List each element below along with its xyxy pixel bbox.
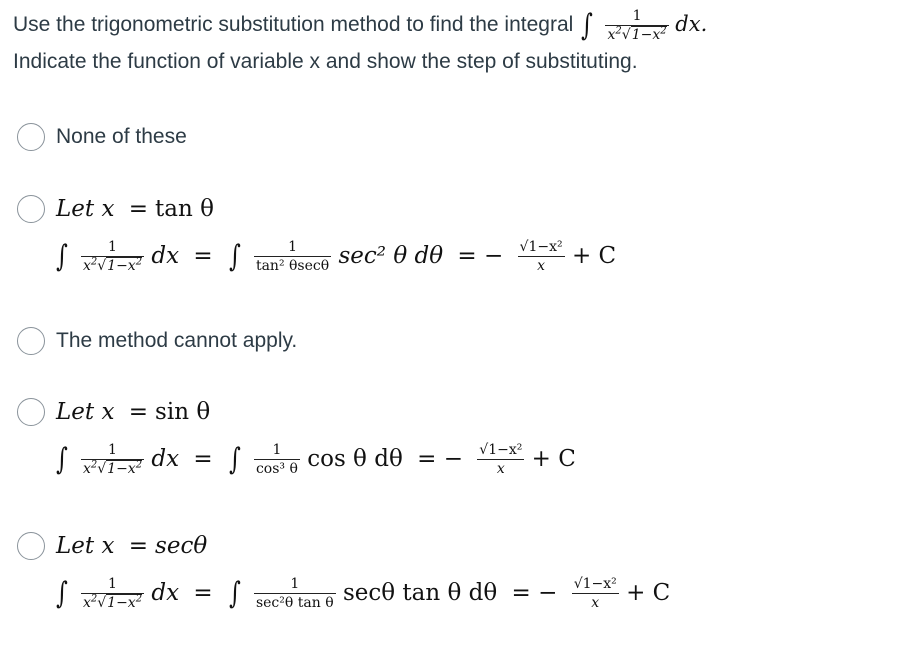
option-substitution: Let x = tan θ xyxy=(56,196,214,222)
radio-button[interactable] xyxy=(17,327,45,355)
integral-sign: ∫ xyxy=(55,442,68,477)
option-none[interactable] xyxy=(17,123,517,153)
radio-button[interactable] xyxy=(17,398,45,426)
question-line-2: Indicate the function of variable x and show the step of substituting. xyxy=(13,50,638,73)
option-tan[interactable] xyxy=(17,194,877,286)
option-steps: ∫ $\frac{1}{x^2√1-x^2}$ dx = ∫ $\frac{1}{\text{cos³ θ}}$ cos θ dθ = − $\frac{\text{√1−x²}}{x}$ + C xyxy=(55,442,576,477)
integral-sign: ∫ xyxy=(55,239,68,274)
option-sin[interactable] xyxy=(17,397,877,489)
option-steps: ∫ $\frac{1}{x^2√1-x^2}$ dx = ∫ $\frac{1}{\text{sec²θ tan θ}}$ secθ tan θ dθ = − $\frac{\text{√1−x²}}{x}$ + C xyxy=(55,576,671,611)
question-integral: ∫ $\frac{1}{x^2√1-x^2}$ dx. xyxy=(581,7,708,43)
radio-button[interactable] xyxy=(17,532,45,560)
option-sec[interactable] xyxy=(17,531,877,623)
integral-sign: ∫ xyxy=(228,239,241,274)
option-label: The method cannot apply. xyxy=(56,329,298,352)
option-label: None of these xyxy=(56,125,187,148)
question-text xyxy=(13,6,893,80)
radio-button[interactable] xyxy=(17,195,45,223)
option-substitution: Let x = secθ xyxy=(56,533,208,559)
option-cannot-apply[interactable] xyxy=(17,327,517,357)
question-line-1: Use the trigonometric substitution method to find the integral ∫ $\frac{1}{x^2√1-x^2}$ dx. xyxy=(13,7,708,43)
integral-sign: ∫ xyxy=(55,576,68,611)
integral-sign: ∫ xyxy=(228,442,241,477)
option-substitution: Let x = sin θ xyxy=(56,399,211,425)
option-steps: ∫ $\frac{1}{x^2√1-x^2}$ dx = ∫ $\frac{1}{\text{tan² θsecθ}}$ sec² θ dθ = − $\frac{\text{√1−x²}}{x}$ + C xyxy=(55,239,617,274)
radio-button[interactable] xyxy=(17,123,45,151)
integral-sign: ∫ xyxy=(228,576,241,611)
integral-sign: ∫ xyxy=(581,7,593,43)
